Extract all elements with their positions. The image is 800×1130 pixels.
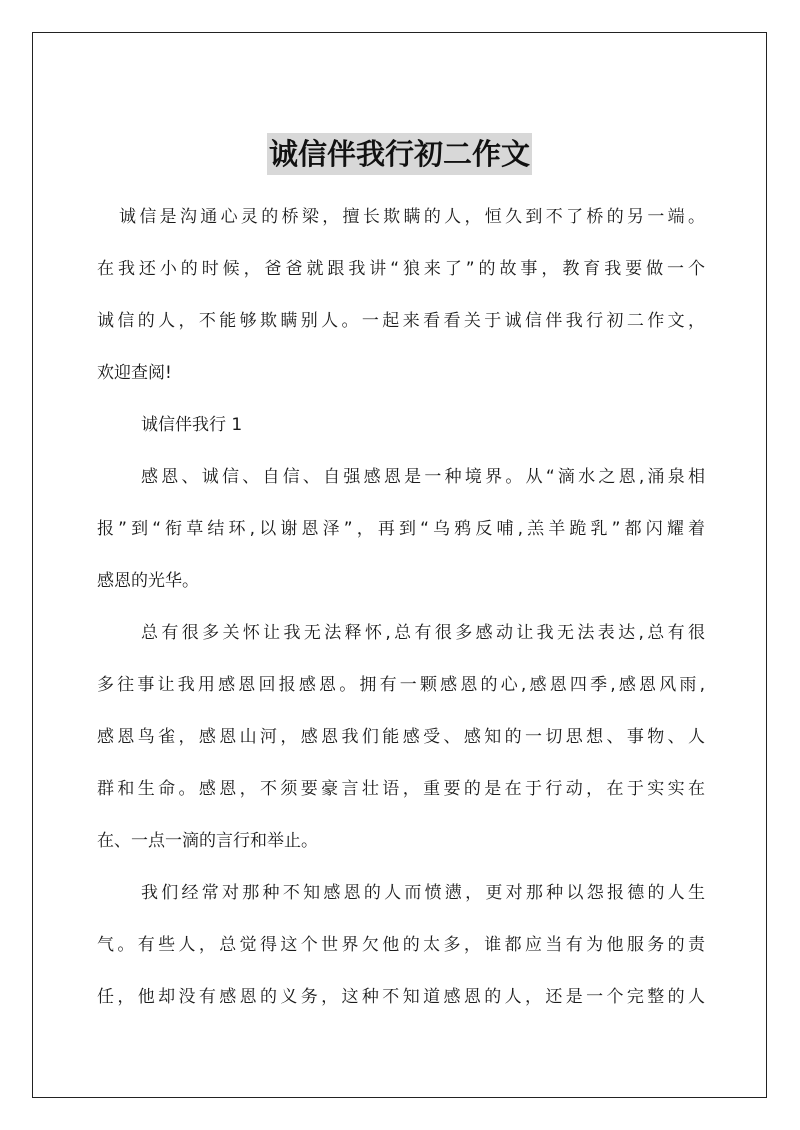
- text-line: 多往事让我用感恩回报感恩。拥有一颗感恩的心,感恩四季,感恩风雨,: [97, 675, 705, 695]
- text-line: 在我还小的时候，爸爸就跟我讲“狼来了”的故事，教育我要做一个: [97, 259, 705, 279]
- text-line: 诚信是沟通心灵的桥梁，擅长欺瞒的人，恒久到不了桥的另一端。: [119, 207, 705, 227]
- text-line: 群和生命。感恩，不须要豪言壮语，重要的是在于行动，在于实实在: [97, 779, 705, 799]
- paragraph: [97, 451, 705, 607]
- document-title: 诚信伴我行初二作文: [267, 133, 532, 175]
- text-line: 欢迎查阅!: [97, 363, 172, 383]
- text-line: 感恩鸟雀，感恩山河，感恩我们能感受、感知的一切思想、事物、人: [97, 727, 705, 747]
- text-line: 任，他却没有感恩的义务，这种不知道感恩的人，还是一个完整的人: [97, 987, 705, 1007]
- text-line: 我们经常对那种不知感恩的人而愤懑，更对那种以怨报德的人生: [141, 883, 705, 903]
- text-line: 诚信的人，不能够欺瞒别人。一起来看看关于诚信伴我行初二作文，: [97, 311, 705, 331]
- text-line: 在、一点一滴的言行和举止。: [97, 831, 318, 851]
- paragraph: [97, 867, 705, 1023]
- text-line: 报”到“衔草结环,以谢恩泽”，再到“乌鸦反哺,羔羊跪乳”都闪耀着: [97, 519, 705, 539]
- paragraph: [97, 607, 705, 867]
- section-heading: [97, 399, 705, 451]
- text-line: 总有很多关怀让我无法释怀,总有很多感动让我无法表达,总有很: [141, 623, 705, 643]
- document-body: [97, 191, 705, 1023]
- title-container: [33, 133, 766, 175]
- text-line: 感恩的光华。: [97, 571, 199, 591]
- document-page: [32, 32, 767, 1098]
- text-line: 气。有些人，总觉得这个世界欠他的太多，谁都应当有为他服务的责: [97, 935, 705, 955]
- text-line: 感恩、诚信、自信、自强感恩是一种境界。从“滴水之恩,涌泉相: [141, 467, 705, 487]
- paragraph-intro: [97, 191, 705, 399]
- text-line: 诚信伴我行 1: [141, 415, 243, 435]
